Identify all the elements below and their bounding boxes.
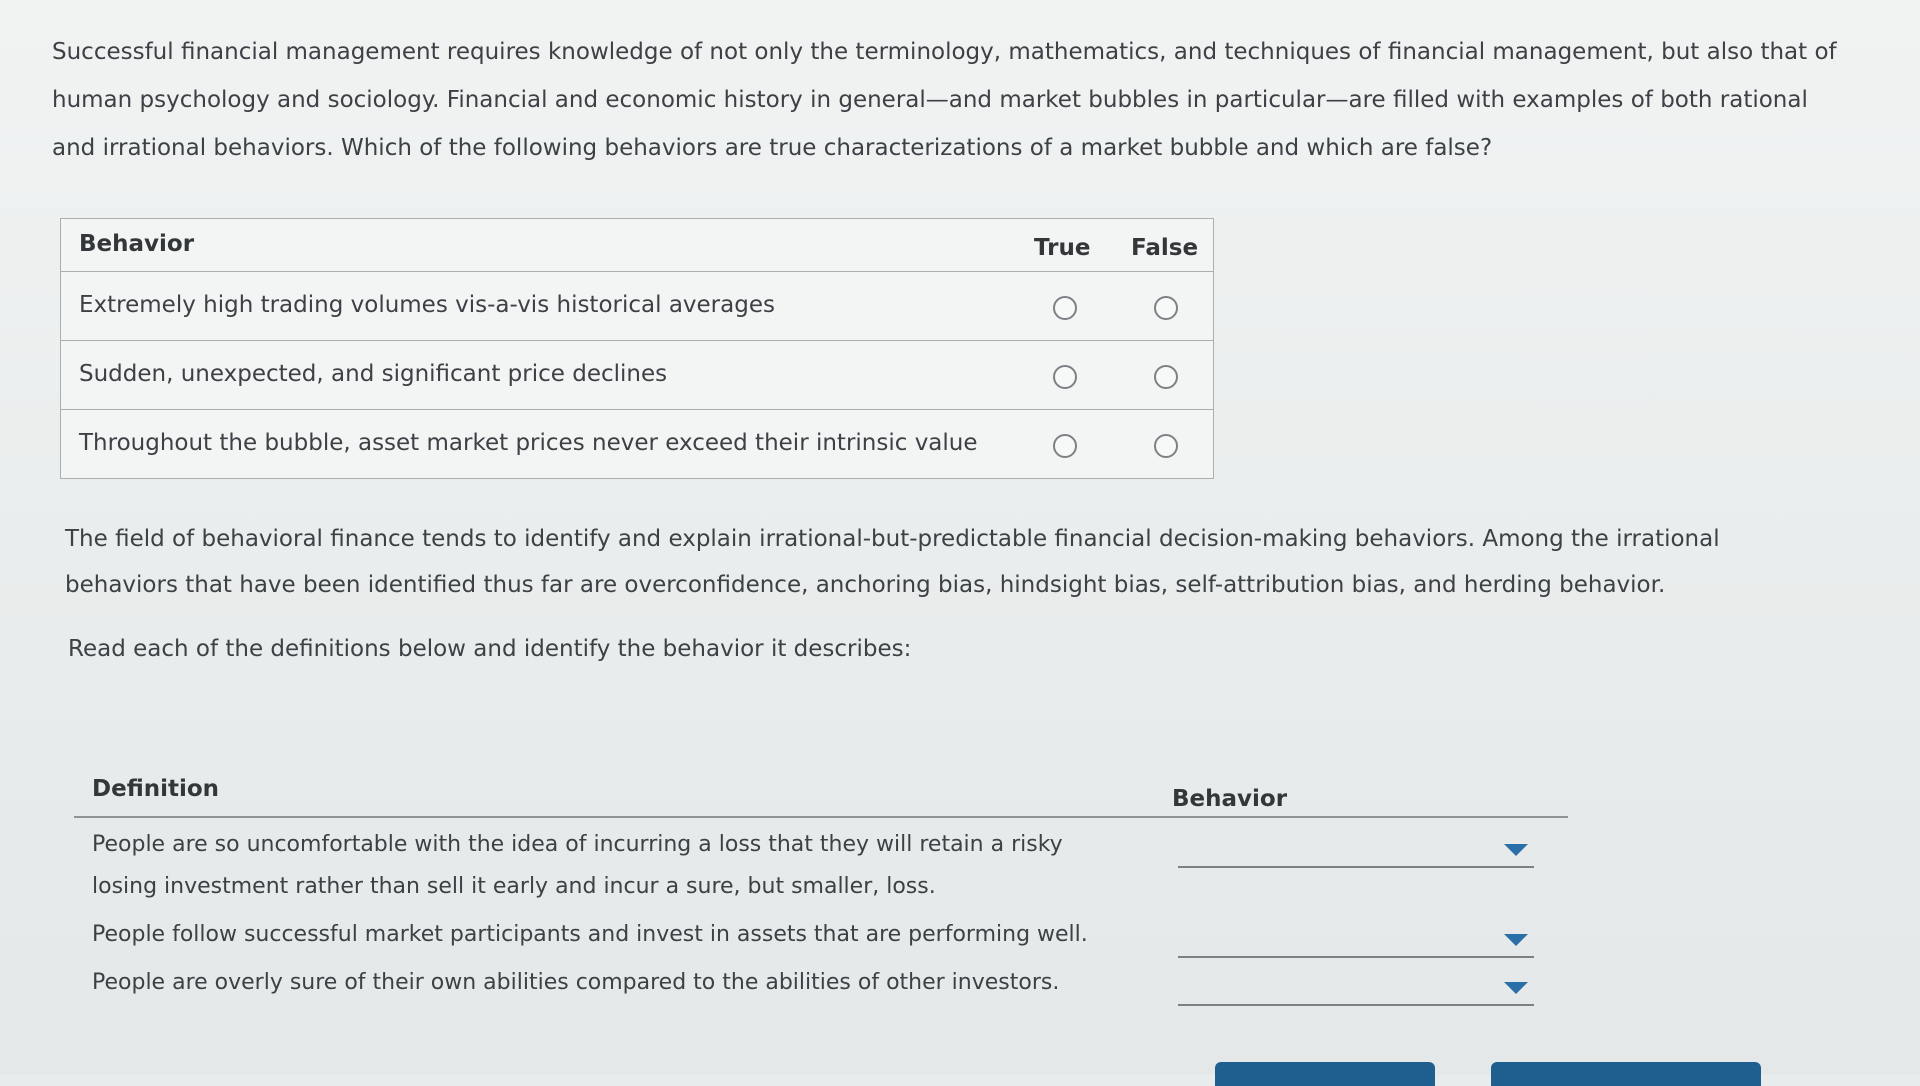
- behavior-column-header: Behavior: [79, 231, 195, 257]
- true-radio[interactable]: [1053, 296, 1077, 320]
- false-column-header: False: [1131, 235, 1199, 261]
- table-row: [61, 341, 1213, 410]
- definition-table: [74, 772, 1568, 995]
- behavior-column-header: Behavior: [1172, 786, 1288, 812]
- chevron-down-icon: [1504, 934, 1528, 946]
- behavioral-finance-paragraph: The field of behavioral finance tends to identify and explain irrational-but-predictable financial decision-making behaviors. Among the irrational behaviors that have been identified thus far are overconfidence, anchoring bias, hindsight bias, self-attribution bias, and herding behavior.: [65, 526, 1720, 598]
- definition-column-header: Definition: [92, 776, 220, 802]
- false-radio[interactable]: [1154, 434, 1178, 458]
- behavior-label: Extremely high trading volumes vis-a-vis historical averages: [79, 292, 775, 318]
- action-button-right[interactable]: [1491, 1062, 1761, 1086]
- definition-text: People are so uncomfortable with the idea of incurring a loss that they will retain a risky losing investment rather than sell it early and incur a sure, but smaller, loss.: [92, 832, 1063, 899]
- true-false-table: [60, 218, 1214, 479]
- action-button-left[interactable]: [1215, 1062, 1435, 1086]
- true-radio[interactable]: [1053, 365, 1077, 389]
- intro-paragraph: Successful financial management requires knowledge of not only the terminology, mathematics, and techniques of financial management, but also that of human psychology and sociology. Financial and economic history in general—and market bubbles in particular—are filled with examples of both rational and irrational behaviors. Which of the following behaviors are true characterizations of a market bubble and which are false?: [52, 39, 1837, 161]
- behavior-label: Throughout the bubble, asset market prices never exceed their intrinsic value: [79, 430, 978, 456]
- true-radio[interactable]: [1053, 434, 1077, 458]
- table-header: [74, 772, 1568, 818]
- true-column-header: True: [1034, 235, 1091, 261]
- behavior-label: Sudden, unexpected, and significant price declines: [79, 361, 668, 387]
- table-row: [61, 410, 1213, 478]
- behavior-select[interactable]: [1178, 922, 1534, 958]
- chevron-down-icon: [1504, 982, 1528, 994]
- behavior-select[interactable]: [1178, 970, 1534, 1006]
- table-row: [61, 272, 1213, 341]
- behavior-select[interactable]: [1178, 832, 1534, 868]
- chevron-down-icon: [1504, 844, 1528, 856]
- definition-text: People are overly sure of their own abilities compared to the abilities of other investors.: [92, 970, 1060, 995]
- instruction-text: Read each of the definitions below and identify the behavior it describes:: [68, 636, 912, 662]
- false-radio[interactable]: [1154, 365, 1178, 389]
- definition-text: People follow successful market participants and invest in assets that are performing well.: [92, 922, 1088, 947]
- false-radio[interactable]: [1154, 296, 1178, 320]
- table-header: [61, 219, 1213, 272]
